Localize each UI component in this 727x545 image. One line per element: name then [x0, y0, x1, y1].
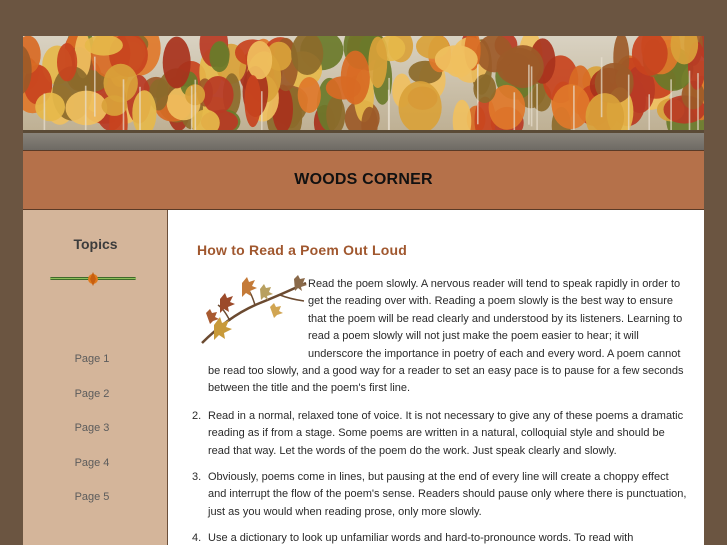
list-number: 2. — [192, 409, 202, 422]
main-content — [169, 210, 704, 545]
list-number: 3. — [192, 471, 202, 484]
list-item — [192, 530, 687, 545]
sidebar-item-page-1[interactable]: Page 1 — [74, 353, 110, 365]
sidebar-heading: Topics — [73, 236, 118, 252]
sidebar — [23, 210, 168, 545]
article-title: How to Read a Poem Out Loud — [197, 242, 407, 258]
list-number: 4. — [192, 532, 202, 545]
list-item-text: Read in a normal, relaxed tone of voice. It is not necessary to give any of these poems a dramatic reading as if from a stage. Some poems are written in a natural, colloquial style and should be read that way. Let the words of the poem do the work. Just speak clearly and slowly. — [208, 409, 684, 457]
sidebar-item-page-5[interactable]: Page 5 — [74, 491, 110, 503]
autumn-leaves-icon — [200, 275, 308, 347]
site-title: WOODS CORNER — [294, 171, 433, 188]
sidebar-item-page-2[interactable]: Page 2 — [74, 388, 110, 400]
list-item-text: Obviously, poems come in lines, but pausing at the end of every line will create a choppy effect and interrupt the flow of the poem's sense. Readers should pause only where there is punctuation, just as you would when reading prose, only more slowly. — [208, 471, 687, 518]
instruction-list — [192, 408, 687, 545]
list-item — [192, 408, 687, 460]
article-body — [192, 276, 687, 545]
list-item-text: Use a dictionary to look up unfamiliar words and hard-to-pronounce words. To read with — [208, 532, 634, 545]
page-container — [23, 36, 704, 545]
paragraph-intro: Read the poem slowly. A nervous reader will tend to speak rapidly in order to get the reading over with. Reading a poem slowly is the best way to ensure that the poem will be read clearly and understood by its listeners. Learning to read a poem slowly will not just make the poem easier to hear; it will underscore the importance in poetry of each and every word. A poem cannot be read too slowly, and a good way for a reader to set an easy pace is to pause for a few seconds between the title and the poem's first line. — [208, 278, 684, 395]
sidebar-item-page-3[interactable]: Page 3 — [74, 422, 110, 434]
site-title-bar — [23, 150, 704, 210]
landscape-photo-icon — [23, 36, 704, 150]
header-banner — [23, 36, 704, 150]
leaf-divider-icon — [50, 272, 136, 286]
list-item — [192, 469, 687, 521]
sidebar-item-page-4[interactable]: Page 4 — [74, 457, 110, 469]
